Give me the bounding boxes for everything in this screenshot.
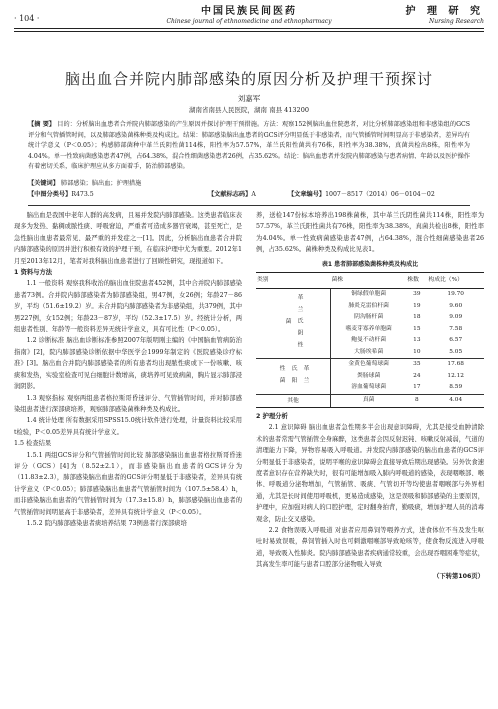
author: 刘嘉军 (237, 94, 261, 103)
header-rule-thin (14, 31, 484, 32)
continued-paragraph: 养，送检147份标本培养出198株菌株，其中革兰氏阴性菌共114株，阳性率为57.57%，革兰氏阳性菌共有76株，阳性率为38.38%，真菌共检出8株，阳性率为4.04%。单一性致病菌感染患者47例，占64.38%，混合性细菌感染患者26例，占35.62%。菌株种类及构成比见表1。 (256, 212, 484, 254)
table-category: 革兰氏阳性菌 (256, 359, 331, 395)
abstract (28, 120, 470, 173)
affiliation: 湖南省南县人民医院，湖南 南县 413200 (189, 106, 309, 114)
table-cell-count: 15 (413, 325, 421, 332)
journal-subtitle: Chinese journal of ethnomedicine and ethnopharmacy (166, 18, 332, 25)
table-cell-count: 35 (406, 359, 427, 371)
heading-methods: 1 资料与方法 (14, 269, 53, 277)
article-meta (28, 179, 470, 200)
table-cell-ratio: 7.58 (449, 325, 463, 332)
para-2-1: 2.1 意识障碍 脑出血患者急性期多半会出现意识障碍，尤其是接受血肿清除术的患者常需气管插管全身麻醉，这类患者会因反射迟钝、咳嗽反射减弱，气道的清理能力下降，异物容易吸入呼吸道。并发院内肺部感染的脑出血患者的GCS评分明显低于非感染者，说明平喉的意识障碍会直接导致后期出现感染。另外饮食速度者意识存在营养缺失时，很有可能增加吸入肺内呼吸道的感染，表现咽喉部、喉体、呼吸道分泌物增加，气管插管、吸痰、气管切开等均使患者咽喉部与外界相通，尤其是长时间使用呼吸机，更易造成感染，这是误吸和肺部感染的主要原因，护理中，应加强对病人的口腔护理，定时翻身拍背，勤吸痰，增加护理人员的消毒观念，防止交叉感染。 (256, 424, 484, 523)
article-title: 脑出血合并院内肺部感染的原因分析及护理干预探讨 (64, 70, 433, 88)
para-1-1: 1.1 一般资料 观察我科收治的脑出血住院患者452例，其中合并院内肺部感染患者73例。合并院内肺部感染者为肺部感染组，男47例，女26例；年龄27－86岁，平均（51.6±19.2）岁。未合并院内肺部感染者为非感染组，共379例，其中男227例，女152例；年龄23－87岁，平均（52.3±17.5）岁。经统计分析，两组患者性别、年龄等一般资料差异无统计学意义，具有可比性（P＜0.05）。 (14, 280, 242, 334)
table-cell-count: 13 (413, 337, 421, 344)
table-cell-strain: 溶血葡萄球菌 (351, 384, 387, 391)
table-category: 革兰氏阴性菌 (256, 289, 331, 359)
table-body (256, 289, 484, 408)
para-1-2: 1.2 诊断标准 脑出血诊断标准参照2007年版明刚主编的《中国脑血管病防治指南》[2]，院内肺部感染诊断依据中华医学会1999年制定的《医院感染诊疗标准》[3]。脑出血合并院内肺部感染者的所有患者均出现脓性痰或下一份咳嗽、咳痰和发热，实验室检查可见白细胞计数增高，痰培养可见致病菌，胸片显示肺部浸润阴影。 (14, 337, 242, 391)
running-header (0, 0, 498, 36)
table-cell-strain: 粪肠球菌 (357, 372, 381, 379)
table-cell-count: 17 (413, 384, 421, 391)
table-cell-strain: 铜绿假单胞菌 (351, 291, 387, 298)
table-cell-ratio: 4.04 (427, 394, 484, 407)
table-cell-strain: 鲍曼不动杆菌 (351, 337, 387, 344)
table-cell-ratio: 19.70 (447, 291, 464, 298)
table-header: 类别 (256, 273, 331, 289)
heading-nursing: 2 护理分析 (256, 412, 288, 420)
table-row (256, 359, 484, 371)
abstract-rule (28, 205, 470, 206)
article-no-label: 【文章编号】 (288, 190, 326, 198)
table-cell-ratio: 9.09 (449, 314, 463, 321)
keywords-label: 【关键词】 (28, 180, 59, 187)
table-cell-ratio: 12.12 (447, 372, 464, 379)
table-caption: 表1 患者肺部感染菌株种类及构成比 (321, 260, 419, 268)
intro-paragraph: 脑出血是我国中老年人群的高发病，且易并发院内肺部感染。这类患者临床表现多为发热、黏稠或脓性痰、呼吸窘迫，严重者可造成多器官衰竭，甚至死亡，是急性脑出血患者最常见、最严重的并发症之一[1]。因此，分析脑出血患者合并院内肺部感染的原因并进行积极有效的护理干预，在临床护理中尤为重要。2012年1月至2013年12月，笔者对我科脑出血患者进行了回顾性研究，现报道如下。 (14, 212, 242, 265)
doc-value: A (251, 190, 256, 198)
table-header: 株数 (406, 273, 427, 289)
table-row (256, 289, 484, 301)
table-cell-ratio: 6.57 (449, 337, 463, 344)
table-cell-count: 24 (413, 372, 421, 379)
abstract-text: 目的：分析脑出血患者合并院内肺部感染的产生原因并探讨护理干预措施。方法：观察152例脑出血住院患者，对比分析肺部感染组和非感染组的GCS评分和气管插管时间，以及肺部感染菌株种类及构成比。结果：肺部感染脑出血患者的GCS评分明显低于非感染者，而气管插管时间明显高于非感染者，差异均有统计学意义（P＜0.05）；构感肺部菌种中革兰氏阴性菌114株，阳性率为57.57%，革兰氏阳性菌共有76株，阳性率为38.38%，真菌共检出8株，阳性率为4.04%。单一性致病菌感染患者47例，占64.38%，混合性细菌感染患者26例，占35.62%。结论：脑出血患者并发院内肺部感染与患者病情、年龄以及医护操作有着密切关系，临床护理应从多方面着手，防治肺部感染。 (28, 121, 471, 171)
table-cell-strain: 真菌 (331, 394, 407, 407)
para-1-5-2: 1.5.2 院内肺部感染患者痰培养结果 73例患者行深部痰培 (26, 519, 187, 527)
section-subtitle: Nursing Research (429, 18, 484, 25)
table-cell-strain: 大肠埃希菌 (354, 348, 384, 355)
table-cell-count: 39 (413, 291, 421, 298)
page-number: · 104 · (14, 14, 40, 23)
table-cell-ratio: 5.05 (449, 348, 463, 355)
table-cell-ratio: 8.59 (449, 384, 463, 391)
table-cell-strain: 金黄色葡萄球菌 (331, 359, 407, 371)
table-cell-count: 8 (406, 394, 427, 407)
classification-line (28, 190, 470, 201)
header-rule (14, 28, 484, 29)
class-value: R473.5 (71, 190, 94, 198)
class-label: 【中图分类号】 (28, 190, 72, 198)
left-column (14, 210, 242, 529)
continued-note: （下转第106页） (433, 572, 484, 580)
para-1-3: 1.3 观察指标 观察两组患者格拉斯哥昏迷评分、气管插管时间，并对肺部感染组患者进行深部痰培养，观察肺部感染菌株种类及构成比。 (14, 394, 242, 413)
table-cell-count: 10 (413, 348, 421, 355)
para-2-2: 2.2 食物误吸入呼吸道 对患者应用鼻饲等喂养方式，进食体位不当及发生呕吐时易致误吸，鼻饲管插入时也可刺激咽喉部导致呛咳等，使食物反流进入呼吸道，导致吸入性肺炎。院内肺部感染患者疾病通常较重，会出现吞咽困难等症状，其高发生率可能与患者口腔部分泌物吸入导致 (256, 527, 484, 569)
table-category: 其他 (256, 394, 331, 407)
table-cell-strain: 嗜麦芽寡养单胞菌 (345, 325, 392, 332)
para-1-4: 1.4 统计处理 所有数据采用SPSS15.0统计软件进行处理，计量资料比较采用t检验，P＜0.05差异具有统计学意义。 (14, 417, 242, 436)
abstract-label: 【摘 要】 (28, 121, 56, 128)
table-cell-count: 18 (413, 314, 421, 321)
table-cell-strain: 肺炎克雷伯杆菌 (348, 302, 389, 309)
keywords-text: 肺部感染；脑出血；护理措施 (60, 180, 142, 187)
table-cell-ratio: 17.68 (427, 359, 484, 371)
journal-title: 中国民族民间医药 (201, 6, 297, 17)
table-row (256, 394, 484, 407)
right-column (256, 210, 484, 582)
article-no-value: 1007－8517（2014）06－0104－02 (325, 190, 435, 198)
heading-1-5: 1.5 检查结果 (14, 440, 52, 448)
bacteria-table (256, 272, 484, 408)
table-cell-strain: 阴沟肠杆菌 (354, 314, 384, 321)
table-cell-count: 19 (413, 302, 421, 309)
table-cell-ratio: 9.60 (449, 302, 463, 309)
keywords-line (28, 179, 470, 190)
doc-label: 【文献标志码】 (208, 190, 252, 198)
section-title: 护 理 研 究 (405, 6, 484, 17)
para-1-5-1: 1.5.1 两组GCS评分和气管插管时间比较 肺部感染脑出血患者格拉斯哥昏迷评分（GCS）[4]为（8.52±2.1），而非感染脑出血患者的GCS评分为（11.83±2.3），肺部感染脑出血患者的GCS评分明显低于非感染者，差异具有统计学意义（P＜0.05）；肺部感染脑出血患者气管插管时间为（107.5±58.4）h，而非感染脑出血患者的气管插管时间为（17.3±15.8）h，肺部感染脑出血患者的气管插管时间明显高于非感染者，差异具有统计学意义（P＜0.05）。 (14, 451, 242, 516)
table-header: 菌株 (331, 273, 407, 289)
table-header: 构成比（%） (427, 273, 484, 289)
